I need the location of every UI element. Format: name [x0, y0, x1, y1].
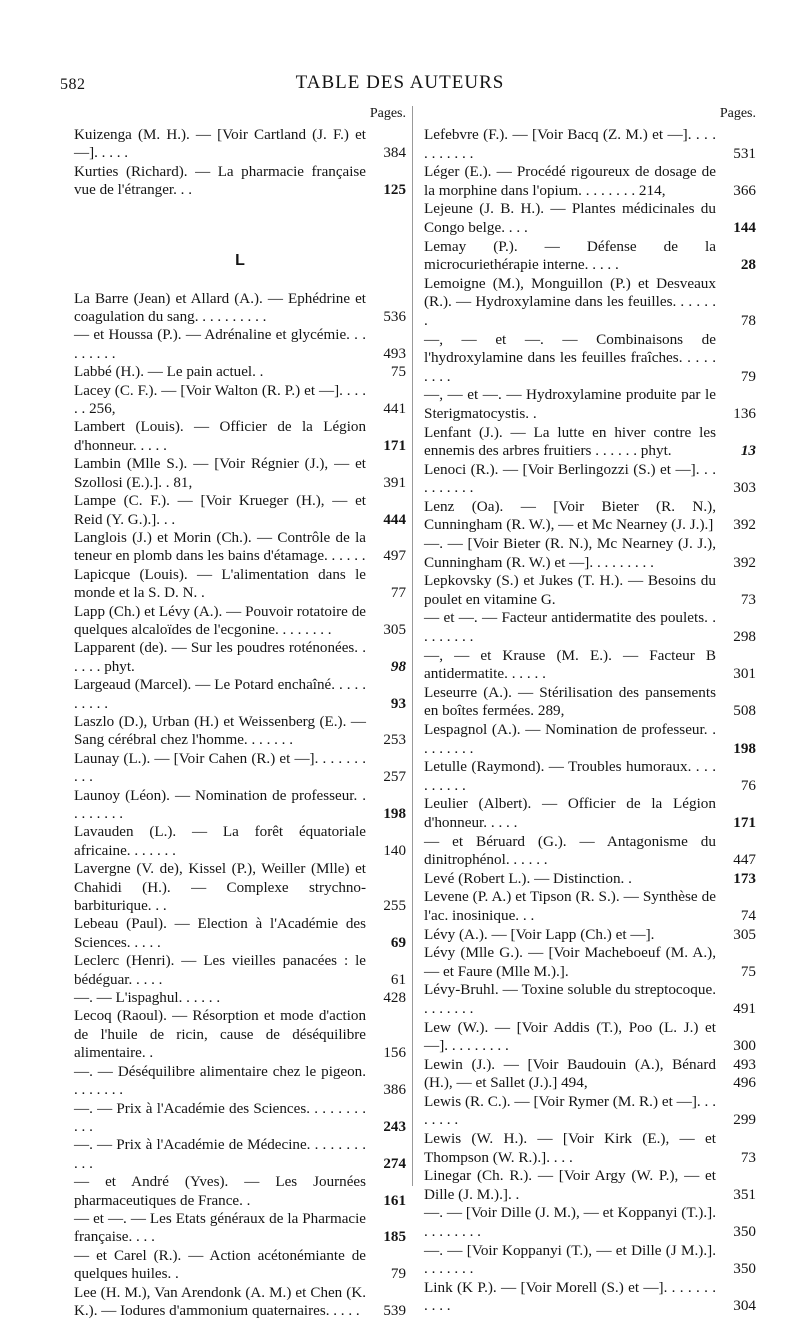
- index-entry: [74, 566, 406, 603]
- entry-page-number: 198: [733, 739, 756, 757]
- index-entry: [74, 1007, 406, 1062]
- index-entry: [424, 926, 756, 945]
- entry-page-number: 391: [383, 474, 406, 491]
- entry-page-number: 93: [390, 695, 406, 712]
- entry-text: Kuizenga (M. H.). — [Voir Cartland (J. F.) et —]. . . . .: [74, 127, 366, 162]
- index-entry: [424, 1056, 756, 1093]
- entry-text: — et —. — Les Etats généraux de la Pharmacie française. . . .: [74, 1210, 366, 1246]
- page-number: 582: [60, 76, 86, 93]
- entry-text: Linegar (Ch. R.). — [Voir Argy (W. P.), — et Dille (J. M.).]. .: [424, 1167, 716, 1203]
- entry-page-number: 255: [383, 898, 406, 915]
- entry-page-number: 74: [740, 906, 756, 924]
- index-entry: [424, 944, 756, 981]
- index-entry: [74, 989, 406, 1007]
- index-entry: [74, 603, 406, 640]
- index-entry: [74, 676, 406, 713]
- entry-text: Lepkovsky (S.) et Jukes (T. H.). — Besoins du poulet en vitamine G.: [424, 572, 716, 608]
- entry-page-number: 257: [383, 769, 406, 786]
- entry-text: Lenz (Oa). — [Voir Bieter (R. N.), Cunningham (R. W.), — et Mc Nearney (J. J.).]: [424, 497, 716, 534]
- entry-text: —. — [Voir Koppanyi (T.), — et Dille (J M.).]. . . . . . . .: [424, 1241, 716, 1278]
- entry-page-number: 274: [383, 1155, 406, 1172]
- entry-text: — et Carel (R.). — Action acétonémiante de quelques huiles. .: [74, 1247, 366, 1283]
- entry-text: Lenoci (R.). — [Voir Berlingozzi (S.) et —]. . . . . . . . . .: [424, 460, 716, 497]
- entry-text: Lejeune (J. B. H.). — Plantes médicinales du Congo belge. . . .: [424, 200, 716, 236]
- section-letter: L: [235, 251, 245, 269]
- entry-page-number: 303: [733, 479, 756, 497]
- entry-page-number: 243: [383, 1118, 406, 1135]
- entry-page-number: 98: [390, 658, 406, 675]
- index-entry: [74, 455, 406, 492]
- index-entry: [424, 498, 756, 535]
- entry-text: Léger (E.). — Procédé rigoureux de dosage de la morphine dans l'opium. . . . . . . . 214,: [424, 163, 716, 199]
- index-entry: [424, 684, 756, 721]
- index-entry: [424, 833, 756, 870]
- index-entry: [74, 492, 406, 529]
- entry-text: Levé (Robert L.). — Distinction. .: [424, 869, 632, 887]
- index-entry: [424, 200, 756, 237]
- entry-text: Lewis (R. C.). — [Voir Rymer (M. R.) et —]. . . . . . . .: [424, 1092, 716, 1129]
- entry-text: Lacey (C. F.). — [Voir Walton (R. P.) et —]. . . . . . 256,: [74, 382, 366, 418]
- entry-page-number: 125: [383, 182, 406, 199]
- entry-page-number: 497: [383, 548, 406, 565]
- entry-page-number: 493 496: [733, 1055, 756, 1092]
- index-entry: [74, 823, 406, 860]
- entry-page-number: 531: [733, 144, 756, 162]
- entry-page-number: 539: [383, 1302, 406, 1319]
- index-entry: [74, 1173, 406, 1210]
- entry-page-number: 392: [733, 553, 756, 571]
- index-entry: [424, 981, 756, 1018]
- entry-text: Letulle (Raymond). — Troubles humoraux. . . . . . . . . .: [424, 758, 716, 794]
- index-entry: [74, 787, 406, 824]
- index-entry: [424, 275, 756, 331]
- entry-page-number: 75: [390, 364, 406, 381]
- entry-page-number: 173: [733, 869, 756, 887]
- index-entry: [424, 721, 756, 758]
- index-entry: [74, 363, 406, 381]
- entry-page-number: 79: [390, 1266, 406, 1283]
- index-entry: [74, 1247, 406, 1284]
- entry-page-number: 491: [733, 999, 756, 1017]
- entry-page-number: 185: [383, 1229, 406, 1246]
- index-entry: [424, 870, 756, 889]
- index-entry: [74, 418, 406, 455]
- entry-text: Lee (H. M.), Van Arendonk (A. M.) et Chen (K. K.). — Iodures d'ammonium quaternaires. . . . .: [74, 1284, 366, 1319]
- entry-text: Lemoigne (M.), Monguillon (P.) et Desveaux (R.). — Hydroxylamine dans les feuilles. . . . . . .: [424, 274, 716, 329]
- entry-page-number: 366: [733, 181, 756, 199]
- entry-page-number: 78: [740, 311, 756, 329]
- entry-text: —. — [Voir Bieter (R. N.), Mc Nearney (J. J.), Cunningham (R. W.) et —]. . . . . . . . .: [424, 535, 716, 571]
- entry-page-number: 156: [383, 1045, 406, 1062]
- index-entry: [424, 386, 756, 423]
- entry-page-number: 351: [733, 1185, 756, 1203]
- index-entry: [74, 529, 406, 566]
- entry-page-number: 76: [740, 776, 756, 794]
- entry-page-number: 508: [733, 702, 756, 720]
- entry-page-number: 253: [383, 732, 406, 749]
- index-entry: [74, 860, 406, 915]
- entry-page-number: 73: [740, 1148, 756, 1166]
- index-entry: [424, 163, 756, 200]
- entry-text: —, — et —. — Combinaisons de l'hydroxylamine dans les feuilles fraîches. . . . . . . . .: [424, 330, 716, 385]
- entry-page-number: 136: [733, 404, 756, 422]
- entry-page-number: 77: [390, 585, 406, 602]
- index-entry: [74, 1210, 406, 1247]
- entry-text: —, — et Krause (M. E.). — Facteur B antidermatite. . . . . .: [424, 646, 716, 683]
- entry-page-number: 299: [733, 1111, 756, 1129]
- entry-text: Lapicque (Louis). — L'alimentation dans le monde et la S. D. N. .: [74, 566, 366, 602]
- entry-page-number: 13: [740, 442, 756, 460]
- entry-page-number: 171: [733, 813, 756, 831]
- entry-text: Lew (W.). — [Voir Addis (T.), Poo (L. J.) et —]. . . . . . . . .: [424, 1018, 716, 1055]
- entry-text: Lebeau (Paul). — Election à l'Académie des Sciences. . . . .: [74, 916, 366, 951]
- entry-text: —. — Prix à l'Académie de Médecine. . . . . . . . . . .: [74, 1137, 366, 1172]
- entry-text: Lampe (C. F.). — [Voir Krueger (H.), — et Reid (Y. G.).]. . .: [74, 493, 366, 528]
- index-entry: [424, 331, 756, 387]
- entry-text: Lespagnol (A.). — Nomination de professeur. . . . . . . . .: [424, 721, 716, 757]
- index-entry: [74, 326, 406, 363]
- entry-text: Lambert (Louis). — Officier de la Légion d'honneur. . . . .: [74, 419, 366, 454]
- index-entry: [74, 915, 406, 952]
- index-entry: [74, 952, 406, 989]
- entry-page-number: 198: [383, 806, 406, 822]
- entry-page-number: 444: [383, 511, 406, 528]
- index-entry: [424, 1019, 756, 1056]
- index-entry: [424, 126, 756, 163]
- pages-label-left: Pages.: [369, 106, 406, 121]
- entry-text: Lewin (J.). — [Voir Baudouin (A.), Bénard (H.), — et Sallet (J.).] 494,: [424, 1055, 716, 1092]
- entry-text: Lavergne (V. de), Kissel (P.), Weiller (Mlle) et Chahidi (H.). — Complexe strychno-barbiturique. . .: [74, 861, 366, 915]
- index-entry: [424, 238, 756, 275]
- index-entry: [74, 163, 406, 200]
- index-entry: [424, 888, 756, 925]
- entry-text: Lenfant (J.). — La lutte en hiver contre les ennemis des arbres fruitiers . . . . . . phyt.: [424, 423, 716, 460]
- entry-text: —. — L'ispaghul. . . . . .: [74, 990, 221, 1007]
- entry-page-number: 75: [740, 962, 756, 980]
- entry-page-number: 61: [390, 971, 406, 988]
- right-column: [424, 102, 756, 1316]
- entry-text: Lemay (P.). — Défense de la microcuriethérapie interne. . . . .: [424, 237, 716, 274]
- entry-page-number: 304: [733, 1297, 756, 1315]
- entry-text: Lévy (A.). — [Voir Lapp (Ch.) et —].: [424, 925, 655, 943]
- entry-text: Launay (L.). — [Voir Cahen (R.) et —]. . . . . . . . . .: [74, 750, 366, 786]
- entry-page-number: 350: [733, 1223, 756, 1241]
- entry-page-number: 79: [740, 367, 756, 385]
- entry-text: — et Houssa (P.). — Adrénaline et glycémie. . . . . . . . .: [74, 327, 366, 362]
- entry-text: Link (K P.). — [Voir Morell (S.) et —]. . . . . . . . . . .: [424, 1278, 716, 1315]
- index-entry: [424, 1204, 756, 1241]
- entry-page-number: 171: [383, 437, 406, 454]
- entry-text: Labbé (H.). — Le pain actuel. .: [74, 364, 264, 381]
- entry-page-number: 73: [740, 590, 756, 608]
- entry-text: —. — [Voir Dille (J. M.), — et Koppanyi (T.).]. . . . . . . . .: [424, 1204, 716, 1241]
- index-entry: [424, 1242, 756, 1279]
- entry-text: — et André (Yves). — Les Journées pharmaceutiques de France. .: [74, 1174, 366, 1209]
- index-entry: [424, 795, 756, 832]
- entry-text: Kurties (Richard). — La pharmacie française vue de l'étranger. . .: [74, 163, 366, 199]
- index-entry: [424, 572, 756, 609]
- entry-page-number: 350: [733, 1260, 756, 1278]
- entry-page-number: 305: [733, 925, 756, 943]
- entry-text: Levene (P. A.) et Tipson (R. S.). — Synthèse de l'ac. inosinique. . .: [424, 888, 716, 924]
- entry-page-number: 447: [733, 851, 756, 869]
- entry-text: Launoy (Léon). — Nomination de professeur. . . . . . . . .: [74, 787, 366, 822]
- entry-page-number: 298: [733, 628, 756, 646]
- index-entry: [424, 1279, 756, 1316]
- entry-page-number: 441: [383, 401, 406, 418]
- entry-text: Leclerc (Henri). — Les vieilles panacées : le bédéguar. . . . .: [74, 953, 366, 988]
- index-entry: [74, 1284, 406, 1321]
- index-entry: [424, 424, 756, 461]
- entry-page-number: 536: [383, 309, 406, 326]
- index-entry: [74, 1063, 406, 1100]
- index-entry: [74, 1136, 406, 1173]
- entry-text: Lévy (Mlle G.). — [Voir Macheboeuf (M. A.), — et Faure (Mlle M.).].: [424, 944, 716, 980]
- entry-text: Lewis (W. H.). — [Voir Kirk (E.), — et Thompson (W. R.).]. . . .: [424, 1130, 716, 1166]
- index-entry: [74, 290, 406, 327]
- entry-page-number: 161: [383, 1192, 406, 1209]
- entry-text: — et —. — Facteur antidermatite des poulets. . . . . . . . .: [424, 609, 716, 646]
- entry-page-number: 69: [390, 934, 406, 951]
- entry-text: —. — Déséquilibre alimentaire chez le pigeon. . . . . . . .: [74, 1063, 366, 1099]
- index-entry: [424, 535, 756, 572]
- entry-page-number: 144: [733, 218, 756, 236]
- entry-text: Lambin (Mlle S.). — [Voir Régnier (J.), — et Szollosi (E.).]. . 81,: [74, 456, 366, 491]
- entry-page-number: 305: [383, 621, 406, 638]
- entry-text: Lapparent (de). — Sur les poudres roténonées. . . . . . phyt.: [74, 640, 366, 675]
- index-entry: [424, 1167, 756, 1204]
- entry-text: Largeaud (Marcel). — Le Potard enchaîné. . . . . . . . . .: [74, 677, 366, 712]
- index-entry: [424, 1130, 756, 1167]
- column-divider: [412, 106, 413, 1186]
- entry-text: Lecoq (Raoul). — Résorption et mode d'action de l'huile de ricin, cause de déséquilibre alimentaire. .: [74, 1008, 366, 1062]
- index-entry: [74, 713, 406, 750]
- entry-page-number: 140: [383, 842, 406, 859]
- index-entry: [74, 382, 406, 419]
- entry-text: Lapp (Ch.) et Lévy (A.). — Pouvoir rotatoire de quelques alcaloïdes de l'ecgonine. . . . . . . .: [74, 603, 366, 638]
- entry-text: —, — et —. — Hydroxylamine produite par le Sterigmatocystis. .: [424, 386, 716, 422]
- entry-text: La Barre (Jean) et Allard (A.). — Ephédrine et coagulation du sang. . . . . . . . . .: [74, 290, 366, 326]
- pages-label-right: Pages.: [719, 106, 756, 121]
- index-entry: [424, 609, 756, 646]
- index-entry: [424, 461, 756, 498]
- entry-text: Leseurre (A.). — Stérilisation des pansements en boîtes fermées. 289,: [424, 683, 716, 720]
- entry-page-number: 28: [740, 256, 756, 274]
- entry-page-number: 384: [383, 145, 406, 162]
- index-entry: [424, 758, 756, 795]
- entry-page-number: 386: [383, 1082, 406, 1099]
- entry-text: Laszlo (D.), Urban (H.) et Weissenberg (E.). — Sang cérébral chez l'homme. . . . . . .: [74, 713, 366, 749]
- index-entry: [74, 126, 406, 163]
- entry-page-number: 300: [733, 1037, 756, 1055]
- index-entry: [74, 1100, 406, 1137]
- entry-text: Lavauden (L.). — La forêt équatoriale africaine. . . . . . .: [74, 824, 366, 859]
- page-header: [60, 62, 740, 102]
- entry-page-number: 428: [383, 990, 406, 1007]
- entry-text: Lefebvre (F.). — [Voir Bacq (Z. M.) et —]. . . . . . . . . . .: [424, 126, 716, 162]
- entry-text: Leulier (Albert). — Officier de la Légion d'honneur. . . . .: [424, 795, 716, 831]
- entry-text: Langlois (J.) et Morin (Ch.). — Contrôle de la teneur en plomb dans les bains d'étamage. . . . . .: [74, 529, 366, 565]
- index-entry: [74, 639, 406, 676]
- entry-text: —. — Prix à l'Académie des Sciences. . . . . . . . . . .: [74, 1100, 366, 1135]
- entry-text: Lévy-Bruhl. — Toxine soluble du streptocoque. . . . . . . .: [424, 981, 716, 1017]
- page-title: TABLE DES AUTEURS: [295, 72, 505, 93]
- index-entry: [74, 750, 406, 787]
- entry-page-number: 301: [733, 665, 756, 683]
- index-entry: [424, 647, 756, 684]
- left-column: [74, 102, 406, 1320]
- entry-page-number: 493: [383, 345, 406, 362]
- entry-text: — et Béruard (G.). — Antagonisme du dinitrophénol. . . . . .: [424, 832, 716, 869]
- index-entry: [424, 1093, 756, 1130]
- entry-page-number: 392: [733, 516, 756, 534]
